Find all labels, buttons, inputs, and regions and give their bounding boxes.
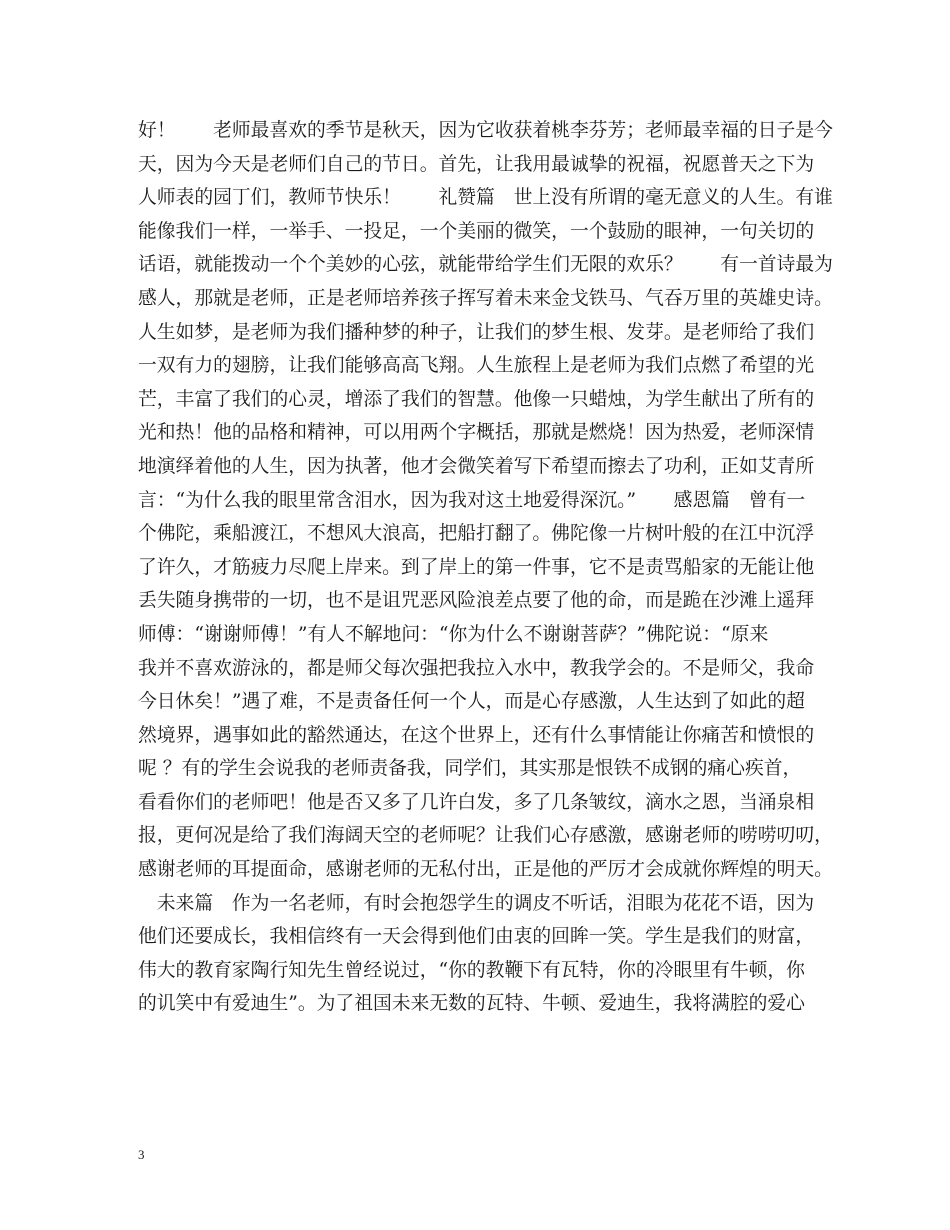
text-line: 我并不喜欢游泳的，都是师父每次强把我拉入水中，教我学会的。不是师父，我命 xyxy=(138,657,815,679)
text-line: 天，因为今天是老师们自己的节日。首先，让我用最诚挚的祝福，祝愿普天之下为 xyxy=(138,153,815,175)
text-line: 他们还要成长，我相信终有一天会得到他们由衷的回眸一笑。学生是我们的财富， xyxy=(138,926,815,948)
text-line: 报，更何况是给了我们海阔天空的老师呢？让我们心存感激，感谢老师的唠唠叨叨， xyxy=(138,825,833,847)
text-line: 感人，那就是老师，正是老师培养孩子挥写着未来金戈铁马、气吞万里的英雄史诗。 xyxy=(138,287,833,309)
text-line: 言：“为什么我的眼里常含泪水，因为我对这土地爱得深沉。” 感恩篇 曾有一 xyxy=(138,489,806,511)
text-line: 人师表的园丁们，教师节快乐！ 礼赞篇 世上没有所谓的毫无意义的人生。有谁 xyxy=(138,187,833,209)
text-line: 芒，丰富了我们的心灵，增添了我们的智慧。他像一只蜡烛，为学生献出了所有的 xyxy=(138,388,815,410)
text-line: 师傅：“谢谢师傅！”有人不解地问：“你为什么不谢谢菩萨？”佛陀说：“原来 xyxy=(138,623,769,645)
text-line: 的讥笑中有爱迪生”。为了祖国未来无数的瓦特、牛顿、爱迪生，我将满腔的爱心 xyxy=(138,993,805,1015)
text-line: 丢失随身携带的一切，也不是诅咒恶风险浪差点要了他的命，而是跪在沙滩上遥拜 xyxy=(138,590,815,612)
text-line: 然境界，遇事如此的豁然通达，在这个世界上，还有什么事情能让你痛苦和愤恨的 xyxy=(138,724,815,746)
text-line: 个佛陀，乘船渡江，不想风大浪高，把船打翻了。佛陀像一片树叶般的在江中沉浮 xyxy=(138,523,815,545)
text-line: 话语，就能拨动一个个美妙的心弦，就能带给学生们无限的欢乐？ 有一首诗最为 xyxy=(138,254,833,276)
text-line: 今日休矣！”遇了难，不是责备任何一个人，而是心存感激，人生达到了如此的超 xyxy=(138,691,805,713)
text-line: 一双有力的翅膀，让我们能够高高飞翔。人生旅程上是老师为我们点燃了希望的光 xyxy=(138,355,815,377)
text-line: 伟大的教育家陶行知先生曾经说过，“你的教鞭下有瓦特，你的冷眼里有牛顿，你 xyxy=(138,959,805,981)
text-line: 看看你们的老师吧！他是否又多了几许白发，多了几条皱纹，滴水之恩，当涌泉相 xyxy=(138,791,815,813)
text-line: 呢 ？有的学生会说我的老师责备我，同学们，其实那是恨铁不成钢的痛心疾首， xyxy=(138,758,802,780)
text-line: 人生如梦，是老师为我们播种梦的种子，让我们的梦生根、发芽。是老师给了我们 xyxy=(138,321,815,343)
text-line: 未来篇 作为一名老师，有时会抱怨学生的调皮不听话，泪眼为花花不语，因为 xyxy=(138,892,815,914)
text-line: 感谢老师的耳提面命，感谢老师的无私付出，正是他的严厉才会成就你辉煌的明天。 xyxy=(138,859,833,881)
text-line: 了许久，才筋疲力尽爬上岸来。到了岸上的第一件事，它不是责骂船家的无能让他 xyxy=(138,556,815,578)
body-text xyxy=(138,114,833,1021)
text-line: 能像我们一样，一举手、一投足，一个美丽的微笑，一个鼓励的眼神，一句关切的 xyxy=(138,220,815,242)
text-line: 地演绎着他的人生，因为执著，他才会微笑着写下希望而擦去了功利，正如艾青所 xyxy=(138,455,815,477)
text-line: 光和热！他的品格和精神，可以用两个字概括，那就是燃烧！因为热爱，老师深情 xyxy=(138,422,815,444)
text-line: 好！ 老师最喜欢的季节是秋天，因为它收获着桃李芬芳；老师最幸福的日子是今 xyxy=(138,120,833,141)
page-number: 3 xyxy=(138,1147,145,1162)
